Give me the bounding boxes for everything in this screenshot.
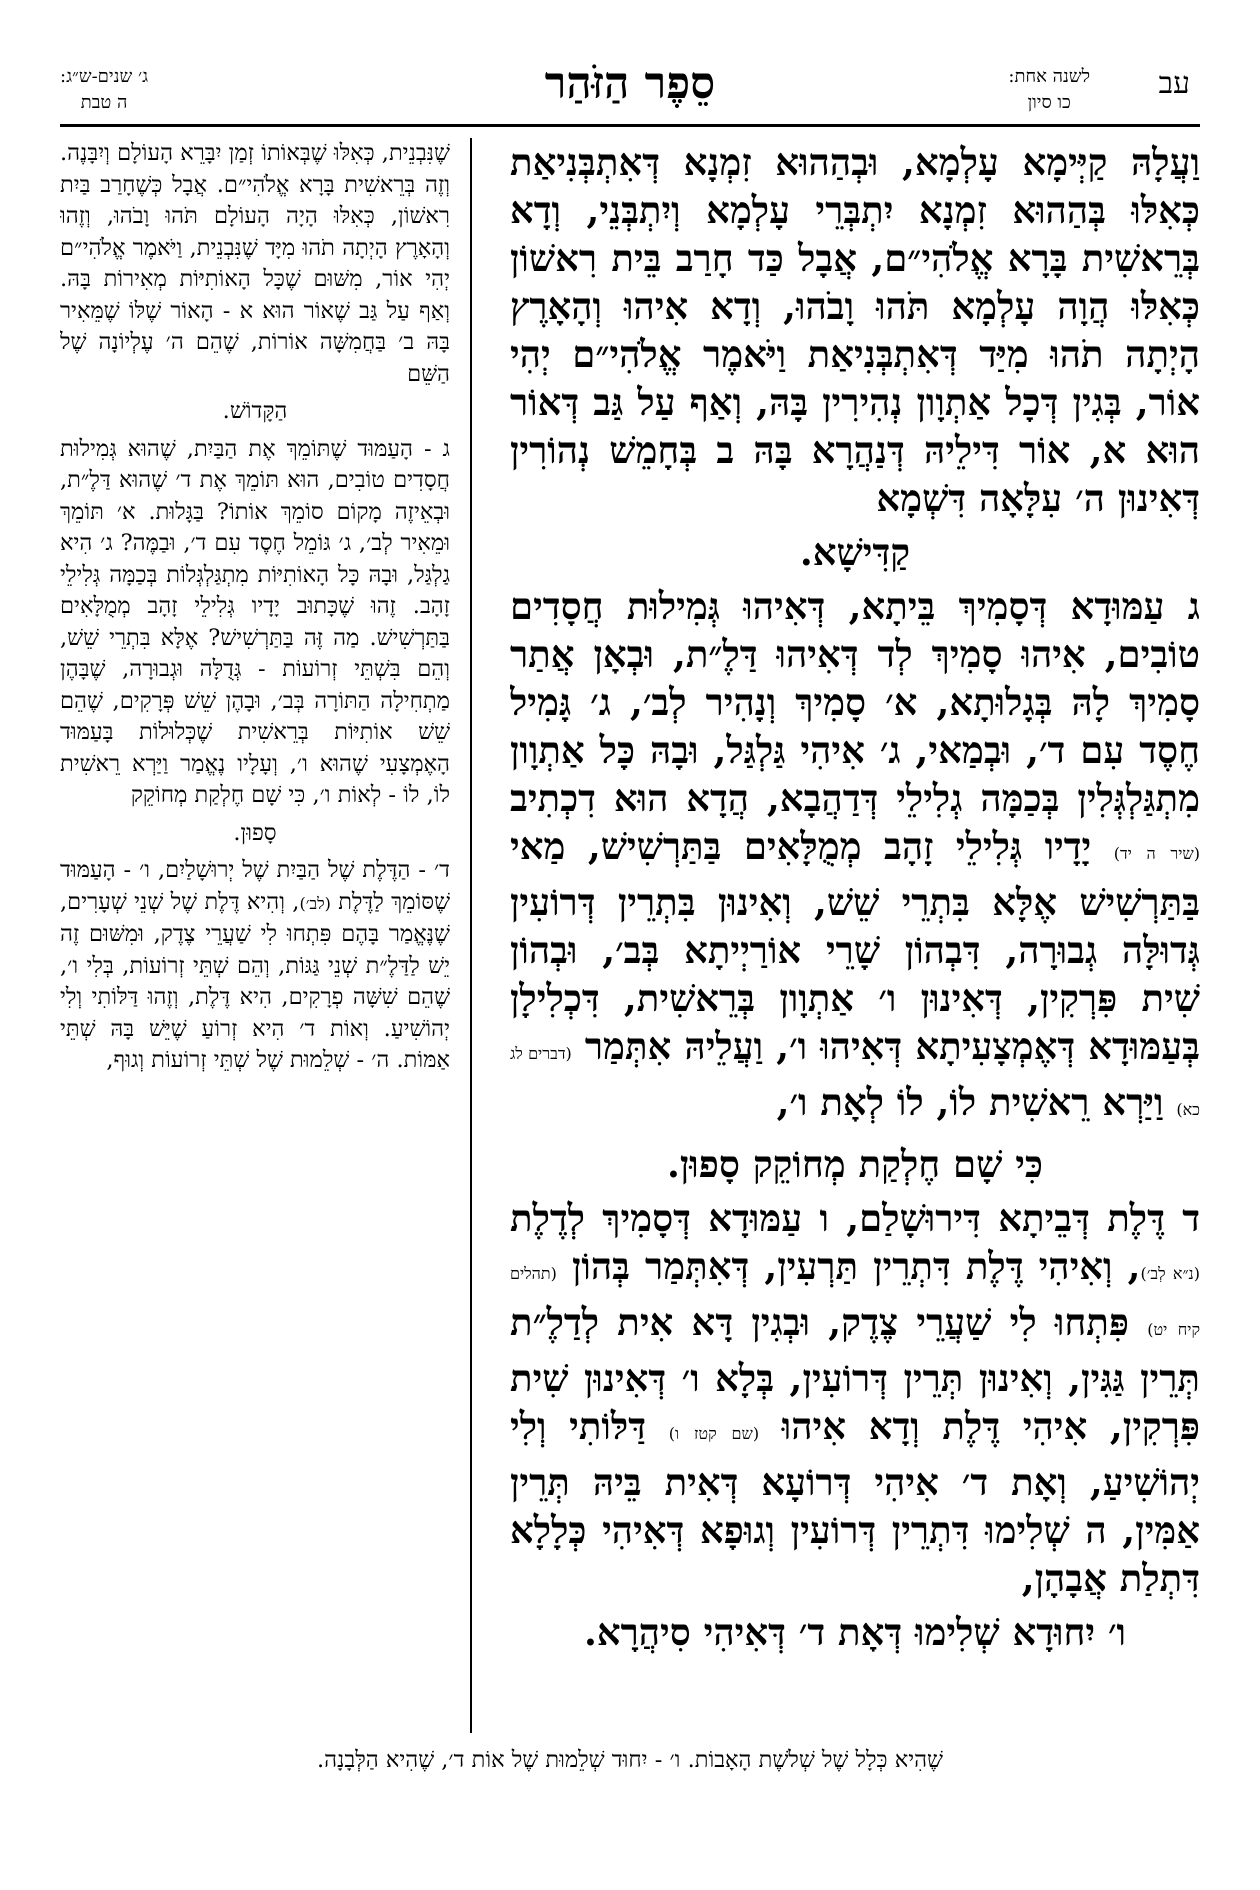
translation-paragraph-2-end [60, 818, 450, 850]
main-paragraph-1-end [510, 528, 1200, 576]
translation-paragraph-2 [60, 434, 450, 812]
verse-reference: (שם קטז ו) [668, 1424, 760, 1443]
translation-text: סָפוּן. [233, 819, 277, 846]
column-divider [470, 138, 472, 1733]
page-number: עב [1158, 66, 1190, 101]
translation-text: ג - הָעַמּוּד שֶׁתּוֹמֵךְ אֶת הַבַּיִת, שֶׁהוּא גְּמִילוּת חֲסָדִים טוֹבִים, הוּא תּוֹמֵךְ אֶת ד׳ שֶׁהוּא דַּלֶ״ת, וּבְאֵיזֶה מָקוֹם סוֹמֵךְ אוֹתוֹ? בַּגָּלוּת. א׳ תּוֹמֵךְ וּמֵאִיר לְב׳, ג׳ גּוֹמֵל חֶסֶד עִם ד׳, וּבַמֶּה? ג׳ הִיא גַלְגַּל, וּבָהּ כָּל הָאוֹתִיּוֹת מִתְגַּלְגְּלוֹת בְּכַמָּה גְּלִילֵי זָהָב. זֶהוּ שֶׁכָּתוּב יָדָיו גְּלִילֵי זָהָב מְמֻלָּאִים בַּתַּרְשִׁישׁ. מַה זֶּה בַּתַּרְשִׁישׁ? אֶלָּא בִּתְרֵי שֵׁשׁ, וְהֵם בִּשְׁתֵּי זְרוֹעוֹת - גְּדֻלָּה וּגְבוּרָה, שֶׁבָּהֶן מַתְחִילָה הַתּוֹרָה בְּב׳, וּבָהֶן שֵׁשׁ פְּרָקִים, שֶׁהֵם שֵׁשׁ אוֹתִיּוֹת בְּרֵאשִׁית שֶׁכְּלוּלוֹת בָּעַמּוּד הָאֶמְצָעִי שֶׁהוּא ו׳, וְעָלָיו נֶאֱמַר וַיַּרְא רֵאשִׁית לוֹ, לוֹ - לְאוֹת ו׳, כִּי שָׁם חֶלְקַת מְחוֹקֵק [60, 435, 450, 808]
main-text: , וְאִיהִי דֶּלֶת דִּתְרֵין תַּרְעִין, דְּאִתְּמַר בְּהוֹן [571, 1244, 1141, 1288]
main-paragraph-3 [510, 1194, 1200, 1602]
translation-text: , וְהִיא דֶּלֶת שֶׁל שְׁנֵי שְׁעָרִים, שֶׁנֶּאֱמַר בָּהֶם פִּתְחוּ לִי שַׁעֲרֵי צֶדֶק, וּמִשּׁוּם זֶה יֵשׁ לַדַּלֶ״ת שְׁנֵי גַּגּוֹת, וְהֵם שְׁתֵּי זְרוֹעוֹת, בְּלִי ו׳, שֶׁהֵם שִׁשָּׁה פְרָקִים, הִיא דֶּלֶת, וְזֶהוּ דַּלּוֹתִי וְלִי יְהוֹשִׁיעַ. וְאוֹת ד׳ הִיא זְרוֹעַ שֶׁיֵּשׁ בָּהּ שְׁתֵּי אַמּוֹת. ה׳ - שְׁלֵמוּת שֶׁל שְׁתֵּי זְרוֹעוֹת וְגוּף, [60, 888, 450, 1073]
header-schedule-date: ה טבת [80, 92, 128, 113]
main-text-column [510, 138, 1200, 1708]
main-text: ג עַמּוּדָא דְּסָמִיךְ בֵּיתָא, דְּאִיהוּ גְּמִילוּת חֲסָדִים טוֹבִים, אִיהוּ סָמִיךְ לְד דְּאִיהוּ דַּלֶ״ת, וּבְאָן אֲתַר סָמִיךְ לָהּ בְּגָלוּתָא, א׳ סָמִיךְ וְנָהִיר לְב׳, ג׳ גָּמִיל חֶסֶד עִם ד׳, וּבְמַאי, ג׳ אִיהִי גַּלְגַּל, וּבָהּ כָּל אַתְוָון מִתְגַּלְגְּלִין בְּכַמָּה גְלִילֵי דְּדַהֲבָא, הֲדָא הוּא דִכְתִיב [510, 584, 1200, 820]
main-paragraph-2 [510, 582, 1200, 1134]
header-schedule-label: לשנה אחת: [1008, 66, 1090, 87]
page-title: סֵפֶר הַזֹּהַר [544, 58, 716, 109]
main-text: כִּי שָׁם חֶלְקַת מְחוֹקֵק סָפוּן. [666, 1142, 1044, 1186]
translation-text: הַקָּדוֹשׁ. [222, 398, 288, 424]
translation-text: שֶׁנִּבְנֵית, כְּאִלּוּ שֶׁבְּאוֹתוֹ זְמַן יִבָּרֵא הָעוֹלָם וְיִבָּנֶה. וְזֶה בְּרֵאשִׁית בָּרָא אֱלֹהִי״ם. אֲבָל כְּשֶׁחָרַב בַּיִת רִאשׁוֹן, כְּאִלּוּ הָיָה הָעוֹלָם תֹּהוּ וָבֹהוּ, וְזֶהוּ וְהָאָרֶץ הָיְתָה תֹהוּ מִיָּד שֶׁנִּבְנֵית, וַיֹּאמֶר אֱלֹהִי״ם יְהִי אוֹר, מִשּׁוּם שֶׁכָּל הָאוֹתִיּוֹת מְאִירוֹת בָּהּ. וְאַף עַל גַּב שֶׁאוֹר הוּא א - הָאוֹר שֶׁלּוֹ שֶׁמֵּאִיר בָּהּ ב׳ בַּחֲמִשָּׁה אוֹרוֹת, שֶׁהֵם ה׳ עֶלְיוֹנָה שֶׁל הַשֵּׁם [60, 140, 450, 387]
page-header [60, 58, 1200, 128]
main-text: קַדִּישָׁא. [799, 530, 911, 574]
main-text: וַיַּרְא רֵאשִׁית לוֹ, לוֹ לְאָת ו׳, [776, 1080, 1164, 1124]
translation-continuation-line: שֶׁהִיא כְּלָל שֶׁל שְׁלֹשֶׁת הָאָבוֹת. ו׳ - יִחוּד שְׁלֵמוּת שֶׁל אוֹת ד׳, שֶׁהִיא הַלְּבָנָה. [316, 1747, 943, 1773]
main-paragraph-2-end [510, 1140, 1200, 1188]
translation-column [60, 138, 450, 1743]
main-text: ד דֶּלֶת דְּבֵיתָא דִּירוּשָׁלַם, ו עַמּוּדָא דְּסָמִיךְ לְדֶלֶת [510, 1196, 1200, 1240]
header-rule [60, 124, 1200, 127]
verse-reference: (תהלים קיח יט) [510, 1264, 1200, 1339]
header-schedule-label: ג׳ שנים-ש״ג: [60, 66, 149, 87]
translation-paragraph-1 [60, 138, 450, 390]
verse-reference: (שיר ה יד) [1113, 844, 1200, 863]
header-schedule-date: כו סיון [1027, 92, 1071, 113]
main-text: ו׳ יִחוּדָא שְׁלִימוּ דְּאָת ד׳ דְּאִיהִי סִיהֲרָא. [583, 1610, 1127, 1654]
main-paragraph-1 [510, 138, 1200, 522]
translation-text: ד׳ - הַדֶּלֶת שֶׁל הַבַּיִת שֶׁל יְרוּשָׁלַיִם, ו׳ - הָעַמּוּד שֶׁסּוֹמֵךְ לַדֶּלֶת [60, 857, 450, 915]
main-text: וַעֲלָהּ קַיְּימָא עָלְמָא, וּבְהַהוּא זִמְנָא דְּאִתְבְּנִיאַת כְּאִלּוּ בְּהַהוּא זִמְנָא יִתְבְּרֵי עָלְמָא וְיִתְבְּנֵי, וְדָא בְּרֵאשִׁית בָּרָא אֱלֹהִי״ם, אֲבָל כַּד חָרַב בֵּית רִאשׁוֹן כְּאִלּוּ הֲוָה עָלְמָא תֹּהוּ וָבֹהוּ, וְדָא אִיהוּ וְהָאָרֶץ הָיְתָה תֹהוּ מִיַּד דְּאִתְבְּנִיאַת וַיֹּאמֶר אֱלֹהִי״ם יְהִי אוֹר, בְּגִין דְּכָל אַתְוָון נְהִירִין בָּהּ, וְאַף עַל גַּב דְּאוֹר הוּא א, אוֹר דִּילֵיהּ דְּנַהֲרָא בָּהּ ב בְּחָמֵשׁ נְהוֹרִין דְּאִינוּן ה׳ עִלָּאָה דִּשְׁמָא [510, 140, 1200, 520]
verse-reference: (לב׳) [299, 893, 331, 913]
main-text: פִּתְחוּ לִי שַׁעֲרֵי צֶדֶק, וּבְגִין דָּא אִית לְדַלֶ״ת תְּרֵין גַּגִּין, וְאִינוּן תְּרֵין דְּרוֹעִין, בְּלָא ו׳ דְּאִינוּן שִׁית פִּרְקִין, אִיהִי דֶּלֶת וְדָא אִיהוּ [510, 1300, 1200, 1448]
translation-paragraph-1-end [60, 396, 450, 428]
main-text: יָדָיו גְּלִילֵי זָהָב מְמֻלָּאִים בַּתַּרְשִׁישׁ, מַאי בַּתַּרְשִׁישׁ אֶלָּא בִּתְרֵי שֵׁשׁ, וְאִינוּן בִּתְרֵין דְּרוֹעִין גְּדוּלָּה גְבוּרָה, דִּבְהוֹן שָׁרֵי אוֹרַיְיתָא בְּב׳, וּבְהוֹן שִׁית פִּרְקִין, דְּאִינוּן ו׳ אַתְוָון בְּרֵאשִׁית, דִּכְלִילָן בְּעַמּוּדָא דְּאֶמְצָעִיתָא דְּאִיהוּ ו׳, וַעֲלֵיהּ אִתְּמַר [510, 824, 1200, 1068]
header-schedule-one-year [1008, 64, 1090, 116]
verse-reference: (נ״א לְב׳) [1140, 1264, 1200, 1283]
translation-paragraph-3 [60, 855, 450, 1077]
verse-reference: (דברים לג כא) [510, 1044, 1200, 1119]
main-paragraph-3-end [510, 1608, 1200, 1656]
main-text: דַּלּוֹתִי וְלִי יְהוֹשִׁיעַ, וְאָת ד׳ אִיהִי דְּרוֹעָא דְּאִית בֵּיהּ תְּרֵין אַמִּין, ה שְׁלִימוּ דִּתְרֵין דְּרוֹעִין וְגוּפָא דְּאִיהִי כְּלָלָא דִּתְלַת אֲבָהָן, [510, 1404, 1200, 1600]
header-schedule-three-years [60, 64, 148, 116]
